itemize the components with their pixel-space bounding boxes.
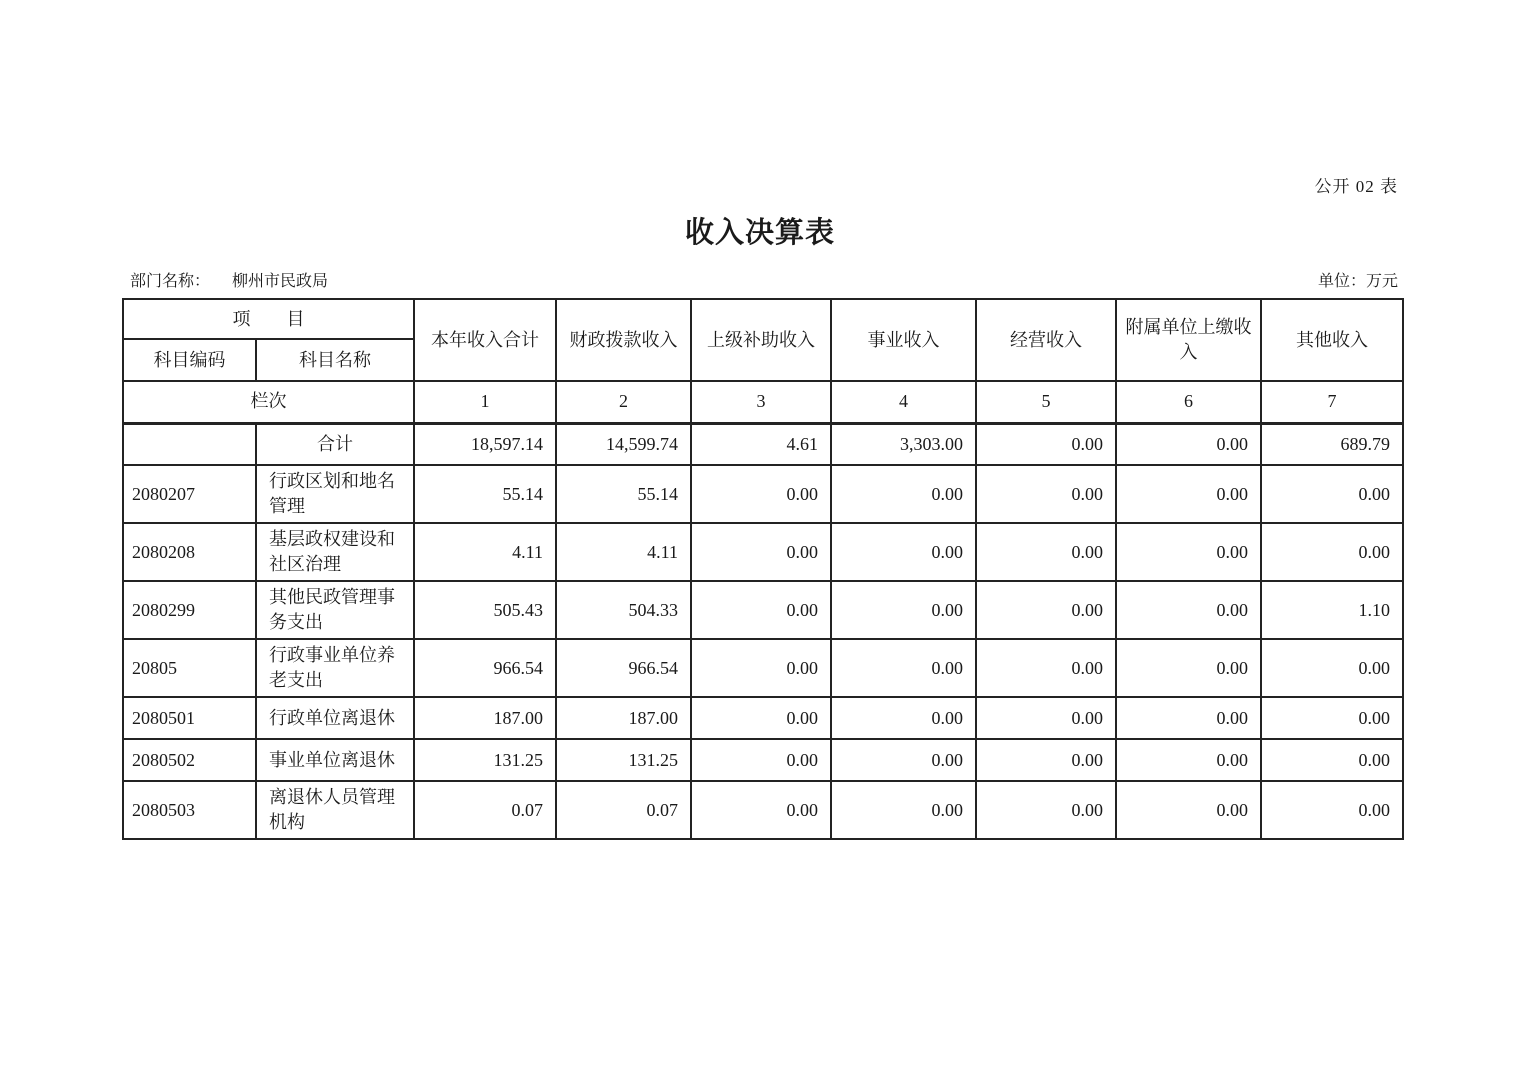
value-cell: 14,599.74 — [556, 423, 691, 465]
value-cell: 0.00 — [691, 581, 831, 639]
value-cell: 0.00 — [1261, 697, 1403, 739]
value-cell: 4.11 — [556, 523, 691, 581]
value-cell: 55.14 — [414, 465, 556, 523]
value-cell: 0.00 — [976, 581, 1116, 639]
value-cell: 504.33 — [556, 581, 691, 639]
value-cell: 0.00 — [976, 697, 1116, 739]
header-subject-code: 科目编码 — [123, 339, 256, 381]
value-cell: 689.79 — [1261, 423, 1403, 465]
value-cell: 4.11 — [414, 523, 556, 581]
value-cell: 0.00 — [691, 739, 831, 781]
value-cell: 0.00 — [831, 465, 976, 523]
header-superior-subsidy-income: 上级补助收入 — [691, 299, 831, 381]
value-cell: 0.00 — [1116, 739, 1261, 781]
value-cell: 187.00 — [556, 697, 691, 739]
value-cell: 55.14 — [556, 465, 691, 523]
value-cell: 131.25 — [414, 739, 556, 781]
subject-code-cell: 2080299 — [123, 581, 256, 639]
meta-row — [130, 268, 1398, 291]
value-cell: 0.00 — [691, 697, 831, 739]
value-cell: 0.00 — [831, 697, 976, 739]
value-cell: 0.00 — [831, 639, 976, 697]
header-project: 项 目 — [123, 299, 414, 339]
value-cell: 131.25 — [556, 739, 691, 781]
header-affiliated-unit-income: 附属单位上缴收入 — [1116, 299, 1261, 381]
table-row — [123, 781, 1403, 839]
value-cell: 0.00 — [976, 465, 1116, 523]
value-cell: 0.00 — [1116, 465, 1261, 523]
value-cell: 18,597.14 — [414, 423, 556, 465]
value-cell: 0.00 — [1261, 523, 1403, 581]
column-number: 4 — [831, 381, 976, 423]
value-cell: 0.00 — [691, 781, 831, 839]
value-cell: 0.00 — [1261, 739, 1403, 781]
subject-name-cell: 基层政权建设和社区治理 — [256, 523, 414, 581]
value-cell: 966.54 — [414, 639, 556, 697]
header-fiscal-appropriation-income: 财政拨款收入 — [556, 299, 691, 381]
department-name — [130, 268, 328, 291]
column-number: 1 — [414, 381, 556, 423]
header-subject-name: 科目名称 — [256, 339, 414, 381]
page-title: 收入决算表 — [684, 217, 835, 249]
column-number: 5 — [976, 381, 1116, 423]
column-number: 2 — [556, 381, 691, 423]
value-cell: 0.00 — [691, 639, 831, 697]
value-cell: 0.00 — [1116, 781, 1261, 839]
subject-code-cell — [123, 423, 256, 465]
subject-name-cell: 其他民政管理事务支出 — [256, 581, 414, 639]
subject-code-cell: 2080207 — [123, 465, 256, 523]
value-cell: 0.00 — [831, 739, 976, 781]
value-cell: 0.00 — [831, 581, 976, 639]
income-final-accounts-table — [122, 298, 1404, 840]
value-cell: 0.00 — [691, 523, 831, 581]
value-cell: 1.10 — [1261, 581, 1403, 639]
value-cell: 0.00 — [1261, 639, 1403, 697]
department-label: 部门名称： — [130, 273, 211, 290]
subject-code-cell: 2080208 — [123, 523, 256, 581]
subject-name-cell: 行政区划和地名管理 — [256, 465, 414, 523]
table-row — [123, 639, 1403, 697]
value-cell: 0.00 — [1116, 581, 1261, 639]
subject-name-cell: 离退休人员管理机构 — [256, 781, 414, 839]
value-cell: 0.00 — [831, 523, 976, 581]
value-cell: 0.00 — [691, 465, 831, 523]
subject-name-cell: 行政事业单位养老支出 — [256, 639, 414, 697]
table-row — [123, 465, 1403, 523]
value-cell: 966.54 — [556, 639, 691, 697]
value-cell: 3,303.00 — [831, 423, 976, 465]
sheet-number-label: 公开 02 表 — [1314, 177, 1398, 196]
value-cell: 0.00 — [1261, 465, 1403, 523]
subject-name-cell: 事业单位离退休 — [256, 739, 414, 781]
subject-name-cell: 行政单位离退休 — [256, 697, 414, 739]
column-number: 6 — [1116, 381, 1261, 423]
value-cell: 187.00 — [414, 697, 556, 739]
header-column-index-label: 栏次 — [123, 381, 414, 423]
header-operating-income: 事业收入 — [831, 299, 976, 381]
subject-code-cell: 2080501 — [123, 697, 256, 739]
header-other-income: 其他收入 — [1261, 299, 1403, 381]
table-row — [123, 523, 1403, 581]
value-cell: 0.00 — [1116, 523, 1261, 581]
value-cell: 0.00 — [976, 523, 1116, 581]
value-cell: 0.00 — [976, 423, 1116, 465]
subject-name-cell: 合计 — [256, 423, 414, 465]
header-total-income: 本年收入合计 — [414, 299, 556, 381]
value-cell: 0.00 — [1116, 697, 1261, 739]
value-cell: 0.07 — [414, 781, 556, 839]
value-cell: 0.00 — [976, 739, 1116, 781]
value-cell: 0.00 — [1261, 781, 1403, 839]
column-number: 7 — [1261, 381, 1403, 423]
subject-code-cell: 2080503 — [123, 781, 256, 839]
value-cell: 0.07 — [556, 781, 691, 839]
header-business-income: 经营收入 — [976, 299, 1116, 381]
value-cell: 0.00 — [1116, 423, 1261, 465]
value-cell: 0.00 — [831, 781, 976, 839]
column-number: 3 — [691, 381, 831, 423]
department-value: 柳州市民政局 — [232, 273, 329, 290]
table-row — [123, 739, 1403, 781]
value-cell: 0.00 — [976, 639, 1116, 697]
value-cell: 0.00 — [1116, 639, 1261, 697]
value-cell: 4.61 — [691, 423, 831, 465]
subject-code-cell: 2080502 — [123, 739, 256, 781]
value-cell: 505.43 — [414, 581, 556, 639]
unit-label: 单位：万元 — [1317, 273, 1398, 290]
table-row — [123, 423, 1403, 465]
subject-code-cell: 20805 — [123, 639, 256, 697]
table-row — [123, 697, 1403, 739]
value-cell: 0.00 — [976, 781, 1116, 839]
table-row — [123, 581, 1403, 639]
